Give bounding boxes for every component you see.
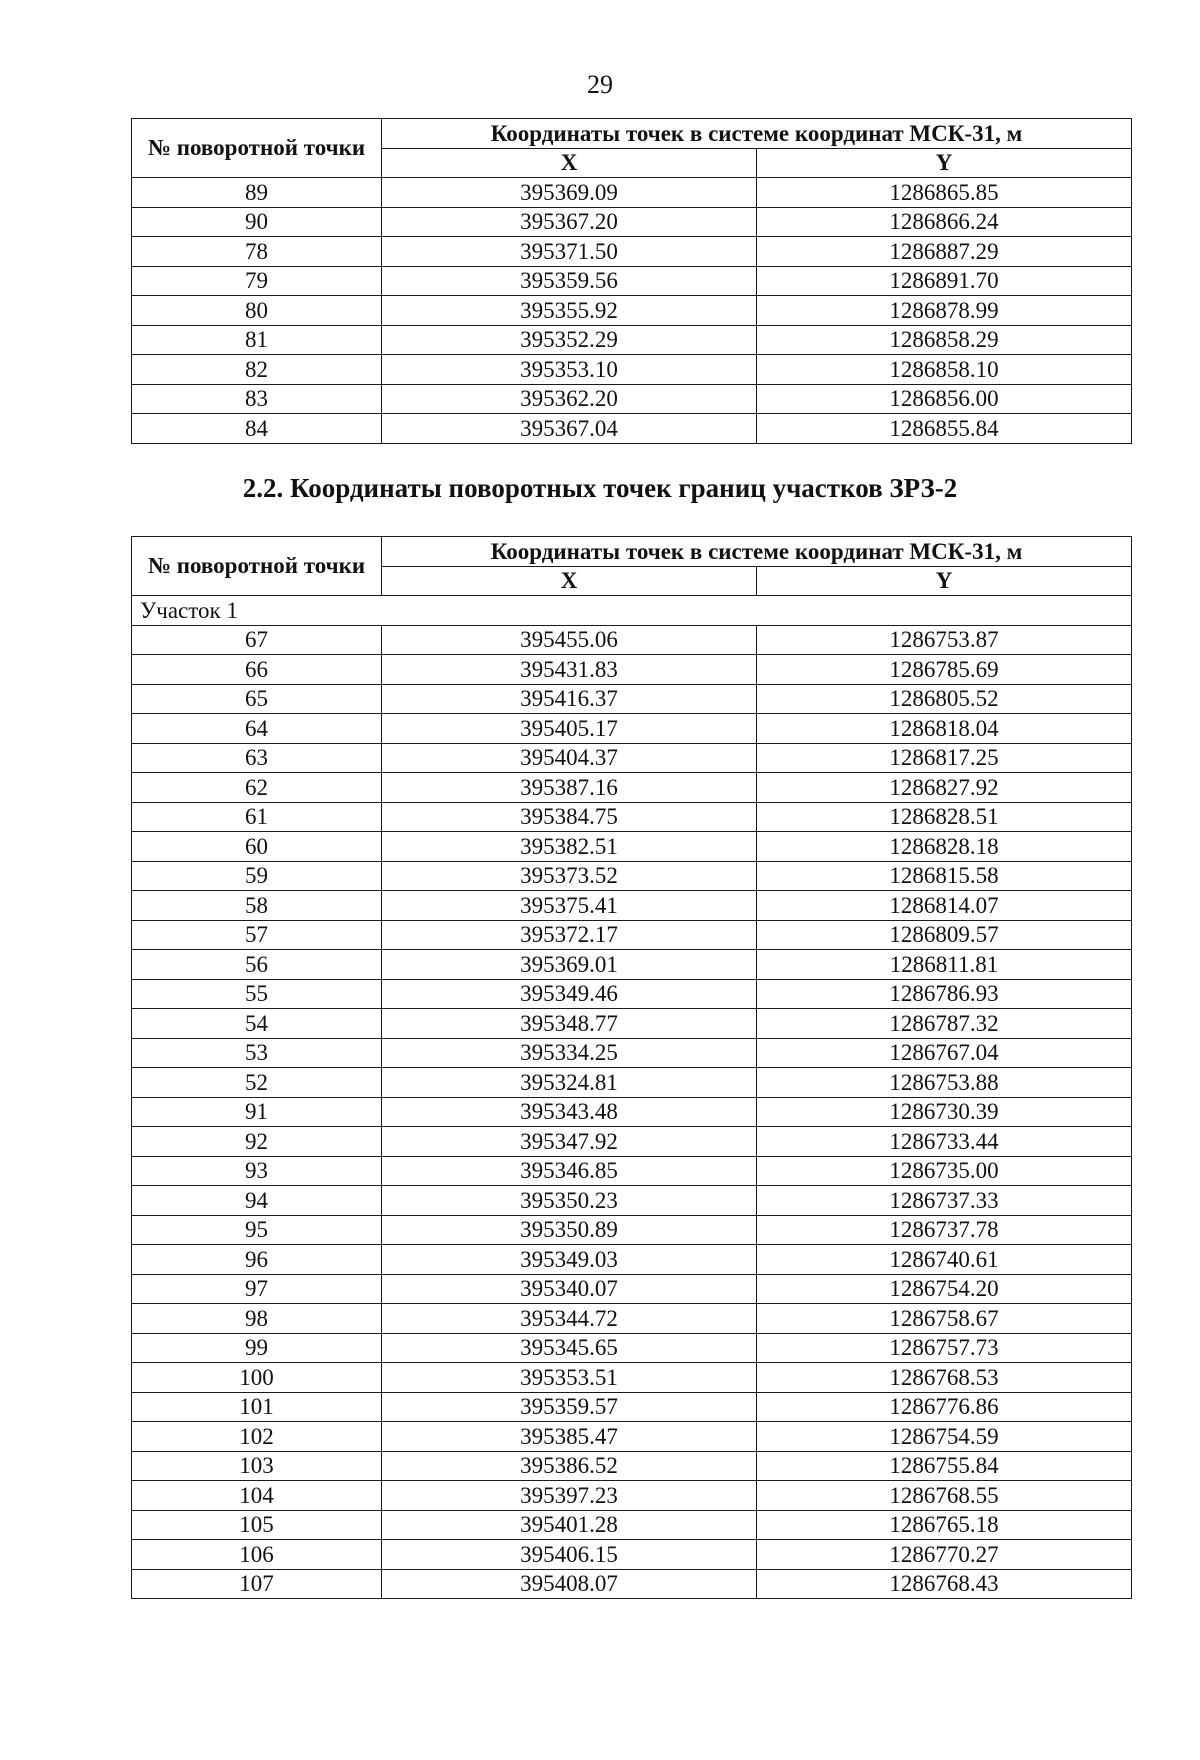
y-coordinate-cell: 1286757.73 <box>757 1333 1132 1363</box>
table-row <box>132 1274 1132 1304</box>
x-coordinate-cell: 395431.83 <box>382 655 757 685</box>
section-heading: 2.2. Координаты поворотных точек границ участков ЗРЗ-2 <box>242 473 958 503</box>
table-row <box>132 1186 1132 1216</box>
y-coordinate-cell: 1286768.43 <box>757 1569 1132 1599</box>
y-coordinate-cell: 1286754.20 <box>757 1274 1132 1304</box>
y-coordinate-cell: 1286733.44 <box>757 1127 1132 1157</box>
point-number-cell: 55 <box>132 979 382 1009</box>
point-number-cell: 80 <box>132 296 382 326</box>
table-row <box>132 384 1132 414</box>
header-x: X <box>382 148 757 178</box>
point-number-cell: 67 <box>132 625 382 655</box>
y-coordinate-cell: 1286737.78 <box>757 1215 1132 1245</box>
x-coordinate-cell: 395344.72 <box>382 1304 757 1334</box>
point-number-cell: 83 <box>132 384 382 414</box>
x-coordinate-cell: 395372.17 <box>382 920 757 950</box>
table-row <box>132 355 1132 385</box>
table-1-body <box>132 178 1132 444</box>
x-coordinate-cell: 395340.07 <box>382 1274 757 1304</box>
table-row <box>132 714 1132 744</box>
header-coordinates: Координаты точек в системе координат МСК-31, м <box>382 537 1132 567</box>
y-coordinate-cell: 1286787.32 <box>757 1009 1132 1039</box>
point-number-cell: 105 <box>132 1510 382 1540</box>
y-coordinate-cell: 1286827.92 <box>757 773 1132 803</box>
table-row <box>132 1333 1132 1363</box>
point-number-cell: 58 <box>132 891 382 921</box>
x-coordinate-cell: 395384.75 <box>382 802 757 832</box>
table-row <box>132 979 1132 1009</box>
table-row <box>132 802 1132 832</box>
x-coordinate-cell: 395375.41 <box>382 891 757 921</box>
x-coordinate-cell: 395387.16 <box>382 773 757 803</box>
y-coordinate-cell: 1286765.18 <box>757 1510 1132 1540</box>
point-number-cell: 94 <box>132 1186 382 1216</box>
header-y: Y <box>757 148 1132 178</box>
table-row <box>132 414 1132 444</box>
y-coordinate-cell: 1286866.24 <box>757 207 1132 237</box>
x-coordinate-cell: 395355.92 <box>382 296 757 326</box>
section-label: Участок 1 <box>132 596 1132 626</box>
x-coordinate-cell: 395408.07 <box>382 1569 757 1599</box>
table-row <box>132 891 1132 921</box>
table-row <box>132 1068 1132 1098</box>
x-coordinate-cell: 395347.92 <box>382 1127 757 1157</box>
point-number-cell: 106 <box>132 1540 382 1570</box>
header-coordinates: Координаты точек в системе координат МСК-31, м <box>382 119 1132 149</box>
table-row <box>132 1009 1132 1039</box>
y-coordinate-cell: 1286809.57 <box>757 920 1132 950</box>
x-coordinate-cell: 395406.15 <box>382 1540 757 1570</box>
table-row <box>132 1540 1132 1570</box>
point-number-cell: 61 <box>132 802 382 832</box>
table-row <box>132 1422 1132 1452</box>
point-number-cell: 52 <box>132 1068 382 1098</box>
table-row <box>132 684 1132 714</box>
point-number-cell: 103 <box>132 1451 382 1481</box>
y-coordinate-cell: 1286855.84 <box>757 414 1132 444</box>
y-coordinate-cell: 1286878.99 <box>757 296 1132 326</box>
y-coordinate-cell: 1286768.55 <box>757 1481 1132 1511</box>
point-number-cell: 56 <box>132 950 382 980</box>
table-row <box>132 1156 1132 1186</box>
x-coordinate-cell: 395359.56 <box>382 266 757 296</box>
y-coordinate-cell: 1286856.00 <box>757 384 1132 414</box>
x-coordinate-cell: 395346.85 <box>382 1156 757 1186</box>
point-number-cell: 54 <box>132 1009 382 1039</box>
x-coordinate-cell: 395350.89 <box>382 1215 757 1245</box>
point-number-cell: 100 <box>132 1363 382 1393</box>
x-coordinate-cell: 395350.23 <box>382 1186 757 1216</box>
x-coordinate-cell: 395349.46 <box>382 979 757 1009</box>
section-row <box>132 596 1132 626</box>
table-row <box>132 920 1132 950</box>
point-number-cell: 89 <box>132 178 382 208</box>
x-coordinate-cell: 395404.37 <box>382 743 757 773</box>
table-row <box>132 237 1132 267</box>
y-coordinate-cell: 1286805.52 <box>757 684 1132 714</box>
header-x: X <box>382 566 757 596</box>
point-number-cell: 84 <box>132 414 382 444</box>
x-coordinate-cell: 395371.50 <box>382 237 757 267</box>
y-coordinate-cell: 1286828.18 <box>757 832 1132 862</box>
table-row <box>132 1363 1132 1393</box>
point-number-cell: 102 <box>132 1422 382 1452</box>
y-coordinate-cell: 1286858.29 <box>757 325 1132 355</box>
x-coordinate-cell: 395359.57 <box>382 1392 757 1422</box>
x-coordinate-cell: 395348.77 <box>382 1009 757 1039</box>
x-coordinate-cell: 395343.48 <box>382 1097 757 1127</box>
x-coordinate-cell: 395416.37 <box>382 684 757 714</box>
header-y: Y <box>757 566 1132 596</box>
x-coordinate-cell: 395353.51 <box>382 1363 757 1393</box>
point-number-cell: 63 <box>132 743 382 773</box>
table-row <box>132 1127 1132 1157</box>
coordinates-table-2 <box>131 536 1132 1599</box>
x-coordinate-cell: 395401.28 <box>382 1510 757 1540</box>
point-number-cell: 60 <box>132 832 382 862</box>
x-coordinate-cell: 395369.09 <box>382 178 757 208</box>
table-row <box>132 325 1132 355</box>
y-coordinate-cell: 1286753.87 <box>757 625 1132 655</box>
table-row <box>132 1245 1132 1275</box>
header-point-number: № поворотной точки <box>132 119 382 178</box>
point-number-cell: 57 <box>132 920 382 950</box>
x-coordinate-cell: 395386.52 <box>382 1451 757 1481</box>
y-coordinate-cell: 1286758.67 <box>757 1304 1132 1334</box>
table-row <box>132 1510 1132 1540</box>
y-coordinate-cell: 1286891.70 <box>757 266 1132 296</box>
x-coordinate-cell: 395367.20 <box>382 207 757 237</box>
point-number-cell: 59 <box>132 861 382 891</box>
x-coordinate-cell: 395334.25 <box>382 1038 757 1068</box>
y-coordinate-cell: 1286735.00 <box>757 1156 1132 1186</box>
table-row <box>132 625 1132 655</box>
table-row <box>132 1304 1132 1334</box>
table-row <box>132 1451 1132 1481</box>
point-number-cell: 98 <box>132 1304 382 1334</box>
y-coordinate-cell: 1286858.10 <box>757 355 1132 385</box>
table-row <box>132 950 1132 980</box>
point-number-cell: 101 <box>132 1392 382 1422</box>
point-number-cell: 97 <box>132 1274 382 1304</box>
x-coordinate-cell: 395405.17 <box>382 714 757 744</box>
y-coordinate-cell: 1286817.25 <box>757 743 1132 773</box>
y-coordinate-cell: 1286755.84 <box>757 1451 1132 1481</box>
point-number-cell: 82 <box>132 355 382 385</box>
point-number-cell: 65 <box>132 684 382 714</box>
table-row <box>132 266 1132 296</box>
point-number-cell: 81 <box>132 325 382 355</box>
point-number-cell: 53 <box>132 1038 382 1068</box>
point-number-cell: 64 <box>132 714 382 744</box>
table-row <box>132 773 1132 803</box>
y-coordinate-cell: 1286753.88 <box>757 1068 1132 1098</box>
table-2-body <box>132 596 1132 1599</box>
table-row <box>132 1569 1132 1599</box>
table-row <box>132 296 1132 326</box>
x-coordinate-cell: 395382.51 <box>382 832 757 862</box>
header-point-number: № поворотной точки <box>132 537 382 596</box>
table-row <box>132 832 1132 862</box>
x-coordinate-cell: 395362.20 <box>382 384 757 414</box>
point-number-cell: 93 <box>132 1156 382 1186</box>
x-coordinate-cell: 395324.81 <box>382 1068 757 1098</box>
x-coordinate-cell: 395373.52 <box>382 861 757 891</box>
point-number-cell: 104 <box>132 1481 382 1511</box>
point-number-cell: 62 <box>132 773 382 803</box>
x-coordinate-cell: 395455.06 <box>382 625 757 655</box>
coordinates-table-1 <box>131 118 1132 444</box>
point-number-cell: 107 <box>132 1569 382 1599</box>
y-coordinate-cell: 1286767.04 <box>757 1038 1132 1068</box>
x-coordinate-cell: 395345.65 <box>382 1333 757 1363</box>
table-row <box>132 1038 1132 1068</box>
y-coordinate-cell: 1286815.58 <box>757 861 1132 891</box>
x-coordinate-cell: 395397.23 <box>382 1481 757 1511</box>
point-number-cell: 66 <box>132 655 382 685</box>
x-coordinate-cell: 395369.01 <box>382 950 757 980</box>
x-coordinate-cell: 395367.04 <box>382 414 757 444</box>
table-row <box>132 1481 1132 1511</box>
point-number-cell: 99 <box>132 1333 382 1363</box>
x-coordinate-cell: 395352.29 <box>382 325 757 355</box>
x-coordinate-cell: 395349.03 <box>382 1245 757 1275</box>
y-coordinate-cell: 1286811.81 <box>757 950 1132 980</box>
table-row <box>132 743 1132 773</box>
table-row <box>132 1215 1132 1245</box>
y-coordinate-cell: 1286754.59 <box>757 1422 1132 1452</box>
point-number-cell: 96 <box>132 1245 382 1275</box>
y-coordinate-cell: 1286786.93 <box>757 979 1132 1009</box>
y-coordinate-cell: 1286776.86 <box>757 1392 1132 1422</box>
point-number-cell: 95 <box>132 1215 382 1245</box>
x-coordinate-cell: 395385.47 <box>382 1422 757 1452</box>
table-row <box>132 207 1132 237</box>
point-number-cell: 90 <box>132 207 382 237</box>
y-coordinate-cell: 1286768.53 <box>757 1363 1132 1393</box>
y-coordinate-cell: 1286887.29 <box>757 237 1132 267</box>
y-coordinate-cell: 1286740.61 <box>757 1245 1132 1275</box>
point-number-cell: 79 <box>132 266 382 296</box>
page-number: 29 <box>587 70 613 99</box>
y-coordinate-cell: 1286814.07 <box>757 891 1132 921</box>
y-coordinate-cell: 1286730.39 <box>757 1097 1132 1127</box>
table-row <box>132 861 1132 891</box>
table-row <box>132 655 1132 685</box>
table-row <box>132 1392 1132 1422</box>
y-coordinate-cell: 1286785.69 <box>757 655 1132 685</box>
y-coordinate-cell: 1286818.04 <box>757 714 1132 744</box>
point-number-cell: 78 <box>132 237 382 267</box>
point-number-cell: 92 <box>132 1127 382 1157</box>
y-coordinate-cell: 1286828.51 <box>757 802 1132 832</box>
table-row <box>132 1097 1132 1127</box>
point-number-cell: 91 <box>132 1097 382 1127</box>
y-coordinate-cell: 1286737.33 <box>757 1186 1132 1216</box>
table-row <box>132 178 1132 208</box>
x-coordinate-cell: 395353.10 <box>382 355 757 385</box>
y-coordinate-cell: 1286770.27 <box>757 1540 1132 1570</box>
y-coordinate-cell: 1286865.85 <box>757 178 1132 208</box>
